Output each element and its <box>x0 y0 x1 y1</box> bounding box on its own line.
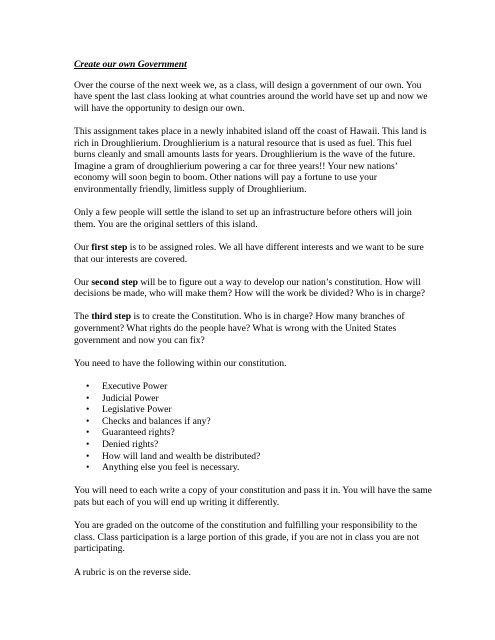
document-title: Create our own Government <box>74 59 187 70</box>
bullet-icon: • <box>86 381 90 393</box>
bullet-icon: • <box>86 392 90 404</box>
document-page <box>74 59 432 590</box>
list-item-text: Anything else you feel is necessary. <box>102 462 240 474</box>
bullet-icon: • <box>86 439 90 450</box>
island-paragraph: This assignment takes place in a newly inhabited island off the coast of Hawaii. This land is rich in Droughlierium. Droughlierium is a natural resource that is used as fuel. This fuel burns cleanly and small amounts lasts for years. Droughlierium is the wave of the future. Imagine a gram of droughlierium powering a car for three years!! Your new nations’ economy will soon begin to boom. Other nations will pay a fortune to use your environmentally friendly, limitless supply of Droughlierium. <box>74 125 427 195</box>
step-prefix: Our <box>74 241 92 253</box>
list-intro: You need to have the following within our constitution. <box>74 357 287 369</box>
step-bold: first step <box>91 241 128 253</box>
list-item <box>74 439 432 451</box>
step-text: is to be assigned roles. We all have different interests and we want to be sure that our interests are covered. <box>74 241 424 265</box>
list-item <box>74 381 432 393</box>
list-item <box>74 404 432 416</box>
list-item <box>74 462 432 474</box>
constitution-requirements-list <box>74 381 432 474</box>
list-item-text: Judicial Power <box>102 392 159 404</box>
step-bold: second step <box>91 276 138 288</box>
step-text: will be to figure out a way to develop our nation’s constitution. How will decisions be made, who will make them? How will the work be divided? Who is in charge? <box>74 276 426 300</box>
list-item <box>74 451 432 463</box>
first-step-paragraph <box>74 242 432 265</box>
bullet-icon: • <box>86 450 90 462</box>
settlers-paragraph: Only a few people will settle the island to set up an infrastructure before others will join them. You are the original settlers of this island. <box>74 207 412 230</box>
list-item-text: Legislative Power <box>102 404 172 416</box>
rubric-note: A rubric is on the reverse side. <box>74 566 191 578</box>
list-item <box>74 393 432 405</box>
list-item-text: Executive Power <box>102 381 168 393</box>
list-item <box>74 427 432 439</box>
list-item <box>74 416 432 428</box>
list-item-text: Checks and balances if any? <box>102 415 211 427</box>
bullet-icon: • <box>86 427 90 439</box>
list-item-text: Guaranteed rights? <box>102 427 175 439</box>
copy-instructions-paragraph: You will need to each write a copy of your constitution and pass it in. You will have the same pats but each of you will end up writing it differently. <box>74 485 432 508</box>
list-item-text: How will land and wealth be distributed? <box>102 450 261 462</box>
step-prefix: The <box>74 311 92 323</box>
bullet-icon: • <box>86 415 90 427</box>
bullet-icon: • <box>86 462 90 474</box>
list-item-text: Denied rights? <box>102 439 159 450</box>
third-step-paragraph <box>74 311 432 346</box>
intro-paragraph: Over the course of the next week we, as a class, will design a government of our own. You have spent the last class looking at what countries around the world have set up and now we will have the opportunity to design our own. <box>74 79 428 114</box>
grading-paragraph: You are graded on the outcome of the constitution and fulfilling your responsibility to the class. Class participation is a large portion of this grade, if you are not in class you are not participating. <box>74 520 420 555</box>
step-text: is to create the Constitution. Who is in charge? How many branches of government? What rights do the people have? What is wrong with the United States government and now you can fix? <box>74 311 405 346</box>
second-step-paragraph <box>74 277 432 300</box>
step-prefix: Our <box>74 276 92 288</box>
bullet-icon: • <box>86 404 90 416</box>
step-bold: third step <box>91 311 132 323</box>
